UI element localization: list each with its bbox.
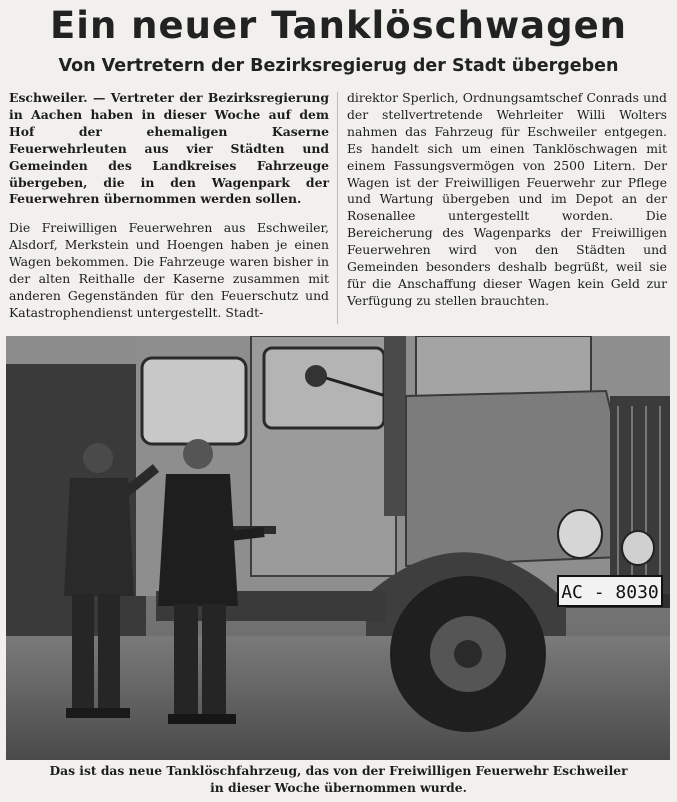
fire-truck-illustration: [6, 336, 670, 760]
headline: Ein neuer Tanklöschwagen: [49, 4, 628, 47]
fire-truck-photo: [6, 336, 670, 760]
article-body-left: Die Freiwilligen Feuerwehren aus Eschweiler, Alsdorf, Merkstein und Hoengen haben je einen Wagen bekommen. Die Fahrzeuge waren bisher in der alten Reithalle der Kaserne zusammen mit anderen Gegenständen für den Feuerschutz und Katastrophendienst untergestellt. Stadt-: [9, 220, 329, 320]
caption-line-1: Das ist das neue Tanklöschfahrzeug, das von der Freiwilligen Feuerwehr Eschweiler: [49, 763, 628, 778]
column-divider: [337, 92, 338, 324]
article-lead: Eschweiler. — Vertreter der Bezirksregierung in Aachen haben in dieser Woche auf dem Hof der ehemaligen Kaserne Feuerwehrleuten aus vier Städten und Gemeinden des Landkreises Fahrzeuge übergeben, die in den Wagenpark der Feuerwehren übernommen werden sollen.: [9, 90, 329, 207]
article-body-right: direktor Sperlich, Ordnungsamtschef Conrads und der stellvertretende Wehrleiter Willi Wolters nahmen das Fahrzeug für Eschweiler entgegen. Es handelt sich um einen Tanklöschwagen mit einem Fassungsvermögen von 2500 Litern. Der Wagen ist der Freiwilligen Feuerwehr zur Pflege und Wartung übergeben und im Depot an der Rosenallee untergestellt worden. Die Bereicherung des Wagenparks der Freiwilligen Feuerwehren wird von den Städten und Gemeinden besonders deshalb begrüßt, weil sie für die Anschaffung dieser Wagen kein Geld zur Verfügung zu stellen brauchten.: [347, 90, 667, 308]
article-column-left: [9, 90, 329, 322]
article-column-right: [347, 90, 667, 310]
subheadline: Von Vertretern der Bezirksregierug der Stadt übergeben: [58, 56, 619, 76]
photo-caption: [0, 762, 677, 796]
caption-line-2: in dieser Woche übernommen wurde.: [210, 780, 467, 795]
license-plate: AC - 8030: [561, 582, 659, 603]
